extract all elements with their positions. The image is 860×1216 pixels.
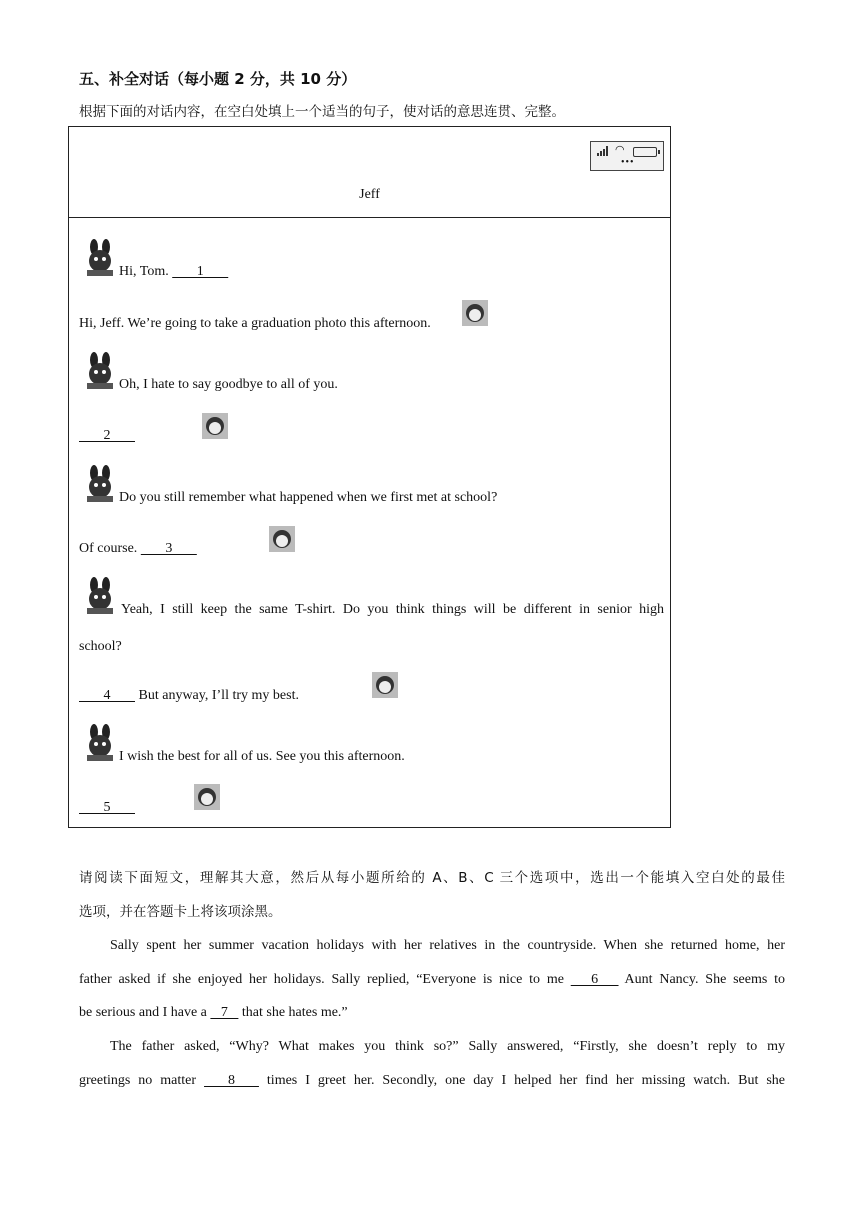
dialog-line-jeff-3: Do you still remember what happened when we first met at school? bbox=[119, 490, 498, 505]
wifi-icon: ◠ bbox=[615, 144, 625, 156]
dialog-line-jeff-2: Oh, I hate to say goodbye to all of you. bbox=[119, 377, 338, 392]
dialog-line-jeff-1 bbox=[119, 264, 228, 280]
girl-avatar-icon bbox=[269, 526, 295, 552]
rabbit-avatar-icon bbox=[81, 239, 119, 277]
dialog-line-tom-5 bbox=[79, 800, 135, 816]
battery-icon bbox=[633, 147, 657, 157]
blank-4: 4 bbox=[79, 688, 135, 703]
reading-instruction-line-1: 请阅读下面短文，理解其大意，然后从每小题所给的 A、B、C 三个选项中，选出一个能填入空白处的最佳 bbox=[79, 870, 785, 886]
dialog-line-jeff-4b: school? bbox=[79, 639, 122, 654]
reading-instruction bbox=[79, 862, 785, 929]
girl-avatar-icon bbox=[194, 784, 220, 810]
para-text: that she hates me.” bbox=[238, 1005, 348, 1020]
blank-2: 2 bbox=[79, 428, 135, 443]
signal-icon bbox=[597, 146, 611, 156]
reading-paragraph-2 bbox=[79, 1030, 785, 1097]
para-line bbox=[79, 963, 785, 997]
section-heading: 五、补全对话（每小题 2 分，共 10 分） bbox=[79, 70, 357, 88]
more-dots-icon: ••• bbox=[621, 157, 635, 168]
para-text: Aunt Nancy. She seems to bbox=[618, 971, 785, 987]
line-text: Hi, Tom. bbox=[119, 264, 173, 279]
dialog-line-jeff-4a: Yeah, I still keep the same T-shirt. Do you think things will be different in senior high bbox=[121, 602, 664, 617]
para-text: father asked if she enjoyed her holidays. Sally replied, “Everyone is nice to me bbox=[79, 971, 571, 987]
dialog-box bbox=[68, 126, 671, 828]
section-instruction: 根据下面的对话内容，在空白处填上一个适当的句子，使对话的意思连贯、完整。 bbox=[79, 104, 565, 120]
para-text: times I greet her. Secondly, one day I helped her find her missing watch. But she bbox=[258, 1072, 786, 1088]
chat-header bbox=[69, 127, 670, 218]
para-line bbox=[79, 1064, 785, 1098]
blank-8: 8 bbox=[204, 1072, 259, 1088]
reading-instruction-line-2: 选项，并在答题卡上将该项涂黑。 bbox=[79, 903, 282, 920]
blank-1: 1 bbox=[172, 264, 229, 279]
dialog-line-tom-1: Hi, Jeff. We’re going to take a graduation photo this afternoon. bbox=[79, 316, 431, 331]
para-line bbox=[79, 996, 785, 1030]
blank-5: 5 bbox=[79, 800, 135, 815]
dialog-line-tom-3 bbox=[79, 541, 197, 557]
para-line: The father asked, “Why? What makes you think so?” Sally answered, “Firstly, she doesn’t reply to my bbox=[110, 1039, 785, 1054]
dialog-line-jeff-5: I wish the best for all of us. See you this afternoon. bbox=[119, 749, 405, 764]
rabbit-avatar-icon bbox=[81, 465, 119, 503]
reading-paragraph-1 bbox=[79, 929, 785, 1030]
contact-name: Jeff bbox=[359, 187, 380, 202]
para-text: greetings no matter bbox=[79, 1072, 205, 1088]
rabbit-avatar-icon bbox=[81, 577, 119, 615]
blank-6: 6 bbox=[570, 971, 619, 987]
para-line: Sally spent her summer vacation holidays with her relatives in the countryside. When she returned home, her bbox=[110, 938, 785, 953]
girl-avatar-icon bbox=[202, 413, 228, 439]
line-text: Of course. bbox=[79, 541, 141, 556]
rabbit-avatar-icon bbox=[81, 724, 119, 762]
phone-status-bar bbox=[590, 141, 664, 171]
rabbit-avatar-icon bbox=[81, 352, 119, 390]
blank-3: 3 bbox=[140, 541, 197, 556]
line-text: But anyway, I’ll try my best. bbox=[135, 688, 299, 703]
girl-avatar-icon bbox=[372, 672, 398, 698]
girl-avatar-icon bbox=[462, 300, 488, 326]
blank-7: 7 bbox=[210, 1005, 239, 1020]
dialog-line-tom-2 bbox=[79, 428, 135, 444]
para-text: be serious and I have a bbox=[79, 1005, 211, 1020]
dialog-line-tom-4 bbox=[79, 688, 299, 704]
